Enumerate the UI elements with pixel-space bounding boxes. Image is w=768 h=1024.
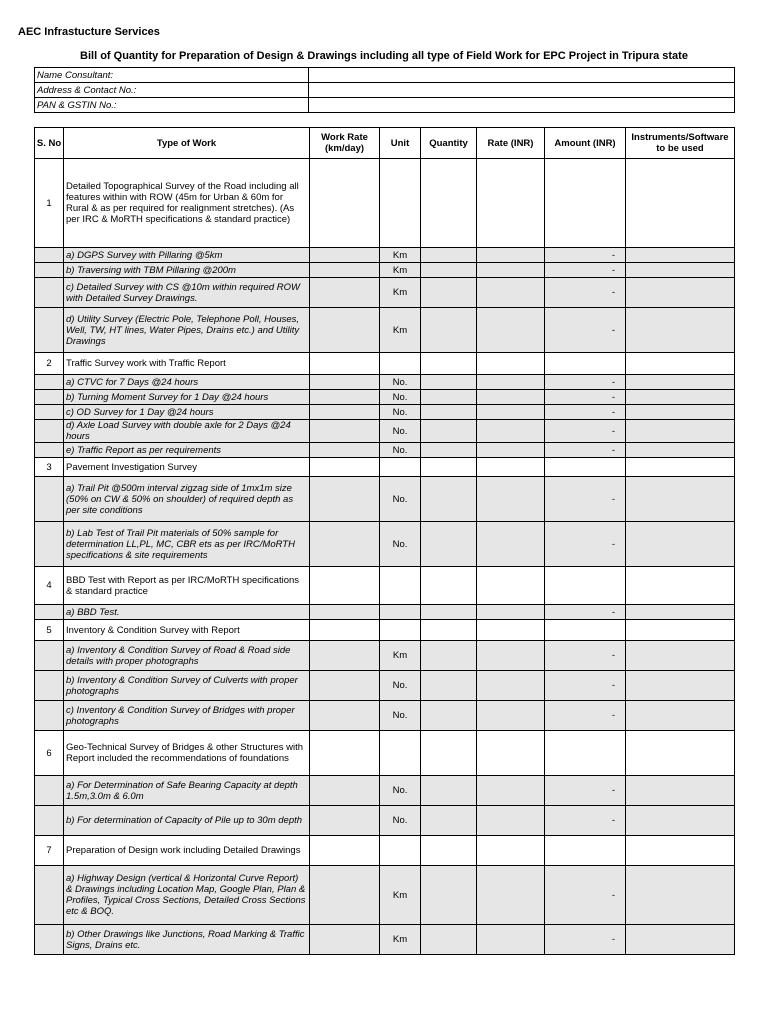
col-header-quantity: Quantity [421,128,477,159]
quantity-cell[interactable] [421,263,477,278]
amount-cell [545,567,626,605]
table-row [35,248,735,263]
instruments-cell[interactable] [626,405,735,420]
instruments-cell[interactable] [626,641,735,671]
table-row [35,671,735,701]
col-header-instruments: Instruments/Software to be used [626,128,735,159]
table-row [35,443,735,458]
work-cell: b) For determination of Capacity of Pile up to 30m depth [64,806,310,836]
amount-cell: - [545,248,626,263]
quantity-cell[interactable] [421,836,477,866]
quantity-cell[interactable] [421,567,477,605]
table-row [35,925,735,955]
instruments-cell[interactable] [626,671,735,701]
work-cell: a) Inventory & Condition Survey of Road & Road side details with proper photographs [64,641,310,671]
work-cell: Inventory & Condition Survey with Report [64,620,310,641]
table-row [35,641,735,671]
rate-cell[interactable] [477,605,545,620]
info-label: Address & Contact No.: [35,83,309,98]
rate-cell[interactable] [477,806,545,836]
rate-cell[interactable] [477,567,545,605]
amount-cell: - [545,866,626,925]
amount-cell [545,731,626,776]
sno-cell: 7 [35,836,64,866]
sno-cell: 6 [35,731,64,776]
work-rate-cell[interactable] [310,420,380,443]
rate-cell[interactable] [477,390,545,405]
sno-cell [35,605,64,620]
unit-cell: No. [380,776,421,806]
amount-cell: - [545,641,626,671]
work-cell: b) Lab Test of Trail Pit materials of 50% sample for determination LL,PL, MC, CBR ets as per IRC/MoRTH specifications & site requirements [64,522,310,567]
instruments-cell[interactable] [626,567,735,605]
work-cell: Traffic Survey work with Traffic Report [64,353,310,375]
rate-cell[interactable] [477,776,545,806]
amount-cell: - [545,671,626,701]
work-cell: a) CTVC for 7 Days @24 hours [64,375,310,390]
table-row [35,620,735,641]
work-rate-cell[interactable] [310,925,380,955]
table-row [35,278,735,308]
instruments-cell[interactable] [626,477,735,522]
col-header-work: Type of Work [64,128,310,159]
instruments-cell[interactable] [626,308,735,353]
unit-cell [380,159,421,248]
work-rate-cell[interactable] [310,806,380,836]
work-cell: c) Inventory & Condition Survey of Bridges with proper photographs [64,701,310,731]
sno-cell [35,866,64,925]
sno-cell [35,278,64,308]
quantity-cell[interactable] [421,353,477,375]
quantity-cell[interactable] [421,443,477,458]
unit-cell: No. [380,375,421,390]
work-rate-cell[interactable] [310,836,380,866]
sno-cell [35,405,64,420]
table-row [35,263,735,278]
sno-cell [35,477,64,522]
work-rate-cell[interactable] [310,620,380,641]
quantity-cell[interactable] [421,375,477,390]
table-row [35,776,735,806]
amount-cell [545,836,626,866]
info-label: PAN & GSTIN No.: [35,98,309,113]
work-rate-cell[interactable] [310,278,380,308]
unit-cell: No. [380,390,421,405]
table-header-row [35,128,735,159]
work-cell: d) Utility Survey (Electric Pole, Telephone Poll, Houses, Well, TW, HT lines, Water Pipes, Drains etc.) and Utility Drawings [64,308,310,353]
table-row [35,806,735,836]
sno-cell [35,248,64,263]
quantity-cell[interactable] [421,620,477,641]
unit-cell: Km [380,925,421,955]
work-cell: a) For Determination of Safe Bearing Capacity at depth 1.5m,3.0m & 6.0m [64,776,310,806]
work-cell: a) Highway Design (vertical & Horizontal Curve Report) & Drawings including Location Map, Google Plan, Plan & Profiles, Typical Cross Sections, Detailed Cross Sections etc & BOQ. [64,866,310,925]
rate-cell[interactable] [477,866,545,925]
table-row [35,866,735,925]
work-cell: a) BBD Test. [64,605,310,620]
unit-cell: Km [380,866,421,925]
quantity-cell[interactable] [421,925,477,955]
sno-cell [35,420,64,443]
unit-cell: Km [380,308,421,353]
table-row [35,477,735,522]
work-rate-cell[interactable] [310,701,380,731]
unit-cell [380,605,421,620]
work-rate-cell[interactable] [310,522,380,567]
table-row [35,375,735,390]
table-row [35,159,735,248]
instruments-cell[interactable] [626,248,735,263]
amount-cell: - [545,605,626,620]
instruments-cell[interactable] [626,605,735,620]
table-row [35,405,735,420]
work-cell: b) Other Drawings like Junctions, Road Marking & Traffic Signs, Drains etc. [64,925,310,955]
quantity-cell[interactable] [421,731,477,776]
rate-cell[interactable] [477,308,545,353]
unit-cell: No. [380,477,421,522]
sno-cell [35,671,64,701]
instruments-cell[interactable] [626,806,735,836]
unit-cell: Km [380,263,421,278]
amount-cell: - [545,308,626,353]
quantity-cell[interactable] [421,605,477,620]
quantity-cell[interactable] [421,458,477,477]
work-cell: b) Inventory & Condition Survey of Culverts with proper photographs [64,671,310,701]
amount-cell [545,159,626,248]
unit-cell: No. [380,522,421,567]
instruments-cell[interactable] [626,866,735,925]
table-row [35,420,735,443]
sno-cell [35,375,64,390]
work-rate-cell[interactable] [310,567,380,605]
work-rate-cell[interactable] [310,477,380,522]
unit-cell: No. [380,405,421,420]
quantity-cell[interactable] [421,159,477,248]
instruments-cell[interactable] [626,701,735,731]
unit-cell: Km [380,278,421,308]
sno-cell [35,925,64,955]
unit-cell: Km [380,641,421,671]
sno-cell [35,443,64,458]
work-rate-cell[interactable] [310,731,380,776]
work-cell: c) Detailed Survey with CS @10m within required ROW with Detailed Survey Drawings. [64,278,310,308]
document-title: Bill of Quantity for Preparation of Design & Drawings including all type of Field Work for EPC Project in Tripura state [80,50,688,62]
info-row [35,83,735,98]
work-cell: BBD Test with Report as per IRC/MoRTH specifications & standard practice [64,567,310,605]
rate-cell[interactable] [477,159,545,248]
work-rate-cell[interactable] [310,443,380,458]
table-row [35,731,735,776]
rate-cell[interactable] [477,836,545,866]
work-rate-cell[interactable] [310,308,380,353]
work-rate-cell[interactable] [310,248,380,263]
amount-cell: - [545,405,626,420]
unit-cell: No. [380,701,421,731]
instruments-cell[interactable] [626,263,735,278]
unit-cell [380,353,421,375]
unit-cell: No. [380,420,421,443]
unit-cell [380,458,421,477]
rate-cell[interactable] [477,443,545,458]
unit-cell [380,567,421,605]
work-rate-cell[interactable] [310,405,380,420]
sno-cell: 2 [35,353,64,375]
work-rate-cell[interactable] [310,390,380,405]
table-row [35,458,735,477]
work-rate-cell[interactable] [310,776,380,806]
amount-cell [545,458,626,477]
col-header-sno: S. No [35,128,64,159]
rate-cell[interactable] [477,353,545,375]
instruments-cell[interactable] [626,776,735,806]
work-rate-cell[interactable] [310,671,380,701]
unit-cell: Km [380,248,421,263]
amount-cell: - [545,390,626,405]
info-row [35,68,735,83]
rate-cell[interactable] [477,263,545,278]
instruments-cell[interactable] [626,278,735,308]
quantity-cell[interactable] [421,776,477,806]
work-cell: Geo-Technical Survey of Bridges & other Structures with Report included the recommendations of foundations [64,731,310,776]
rate-cell[interactable] [477,248,545,263]
rate-cell[interactable] [477,522,545,567]
work-cell: Detailed Topographical Survey of the Road including all features within with ROW (45m for Urban & 60m for Rural & as per required for realignment stretches). (As per IRC & MoRTH specifications & standard practice) [64,159,310,248]
table-row [35,701,735,731]
rate-cell[interactable] [477,641,545,671]
sno-cell: 4 [35,567,64,605]
sno-cell [35,776,64,806]
work-cell: c) OD Survey for 1 Day @24 hours [64,405,310,420]
table-row [35,353,735,375]
rate-cell[interactable] [477,671,545,701]
work-cell: Preparation of Design work including Detailed Drawings [64,836,310,866]
sno-cell [35,641,64,671]
table-row [35,522,735,567]
quantity-cell[interactable] [421,248,477,263]
amount-cell: - [545,522,626,567]
sno-cell [35,522,64,567]
rate-cell[interactable] [477,278,545,308]
instruments-cell[interactable] [626,443,735,458]
unit-cell [380,836,421,866]
amount-cell: - [545,278,626,308]
quantity-cell[interactable] [421,308,477,353]
instruments-cell[interactable] [626,620,735,641]
quantity-cell[interactable] [421,866,477,925]
work-rate-cell[interactable] [310,375,380,390]
instruments-cell[interactable] [626,925,735,955]
rate-cell[interactable] [477,620,545,641]
work-cell: b) Traversing with TBM Pillaring @200m [64,263,310,278]
amount-cell [545,620,626,641]
work-cell: d) Axle Load Survey with double axle for 2 Days @24 hours [64,420,310,443]
quantity-cell[interactable] [421,405,477,420]
amount-cell [545,353,626,375]
work-cell: Pavement Investigation Survey [64,458,310,477]
instruments-cell[interactable] [626,375,735,390]
info-value-cell[interactable] [309,68,735,83]
instruments-cell[interactable] [626,353,735,375]
work-rate-cell[interactable] [310,866,380,925]
instruments-cell[interactable] [626,458,735,477]
work-cell: b) Turning Moment Survey for 1 Day @24 hours [64,390,310,405]
rate-cell[interactable] [477,458,545,477]
unit-cell [380,731,421,776]
work-cell: a) DGPS Survey with Pillaring @5km [64,248,310,263]
amount-cell: - [545,263,626,278]
work-cell: e) Traffic Report as per requirements [64,443,310,458]
amount-cell: - [545,375,626,390]
unit-cell [380,620,421,641]
col-header-rate: Rate (INR) [477,128,545,159]
sno-cell: 1 [35,159,64,248]
sno-cell [35,263,64,278]
quantity-cell[interactable] [421,278,477,308]
table-row [35,390,735,405]
boq-table [34,127,735,955]
rate-cell[interactable] [477,701,545,731]
col-header-work-rate: Work Rate (km/day) [310,128,380,159]
instruments-cell[interactable] [626,522,735,567]
rate-cell[interactable] [477,477,545,522]
table-row [35,605,735,620]
rate-cell[interactable] [477,375,545,390]
instruments-cell[interactable] [626,159,735,248]
amount-cell: - [545,806,626,836]
quantity-cell[interactable] [421,420,477,443]
sno-cell: 3 [35,458,64,477]
amount-cell: - [545,701,626,731]
instruments-cell[interactable] [626,731,735,776]
amount-cell: - [545,925,626,955]
work-rate-cell[interactable] [310,641,380,671]
sno-cell [35,308,64,353]
company-name: AEC Infrastucture Services [18,26,160,38]
rate-cell[interactable] [477,925,545,955]
info-value-cell[interactable] [309,98,735,113]
table-row [35,308,735,353]
amount-cell: - [545,443,626,458]
quantity-cell[interactable] [421,806,477,836]
amount-cell: - [545,477,626,522]
info-value-cell[interactable] [309,83,735,98]
quantity-cell[interactable] [421,641,477,671]
sno-cell: 5 [35,620,64,641]
work-rate-cell[interactable] [310,458,380,477]
amount-cell: - [545,420,626,443]
col-header-amount: Amount (INR) [545,128,626,159]
col-header-unit: Unit [380,128,421,159]
work-rate-cell[interactable] [310,353,380,375]
work-rate-cell[interactable] [310,263,380,278]
info-label: Name Consultant: [35,68,309,83]
consultant-info-table [34,67,735,113]
quantity-cell[interactable] [421,701,477,731]
quantity-cell[interactable] [421,477,477,522]
instruments-cell[interactable] [626,390,735,405]
sno-cell [35,701,64,731]
unit-cell: No. [380,443,421,458]
rate-cell[interactable] [477,420,545,443]
work-rate-cell[interactable] [310,159,380,248]
unit-cell: No. [380,806,421,836]
quantity-cell[interactable] [421,390,477,405]
table-row [35,836,735,866]
unit-cell: No. [380,671,421,701]
table-row [35,567,735,605]
sno-cell [35,806,64,836]
work-cell: a) Trail Pit @500m interval zigzag side of 1mx1m size (50% on CW & 50% on shoulder) of required depth as per site conditions [64,477,310,522]
sno-cell [35,390,64,405]
instruments-cell[interactable] [626,420,735,443]
amount-cell: - [545,776,626,806]
info-row [35,98,735,113]
instruments-cell[interactable] [626,836,735,866]
quantity-cell[interactable] [421,522,477,567]
work-rate-cell[interactable] [310,605,380,620]
rate-cell[interactable] [477,405,545,420]
rate-cell[interactable] [477,731,545,776]
quantity-cell[interactable] [421,671,477,701]
